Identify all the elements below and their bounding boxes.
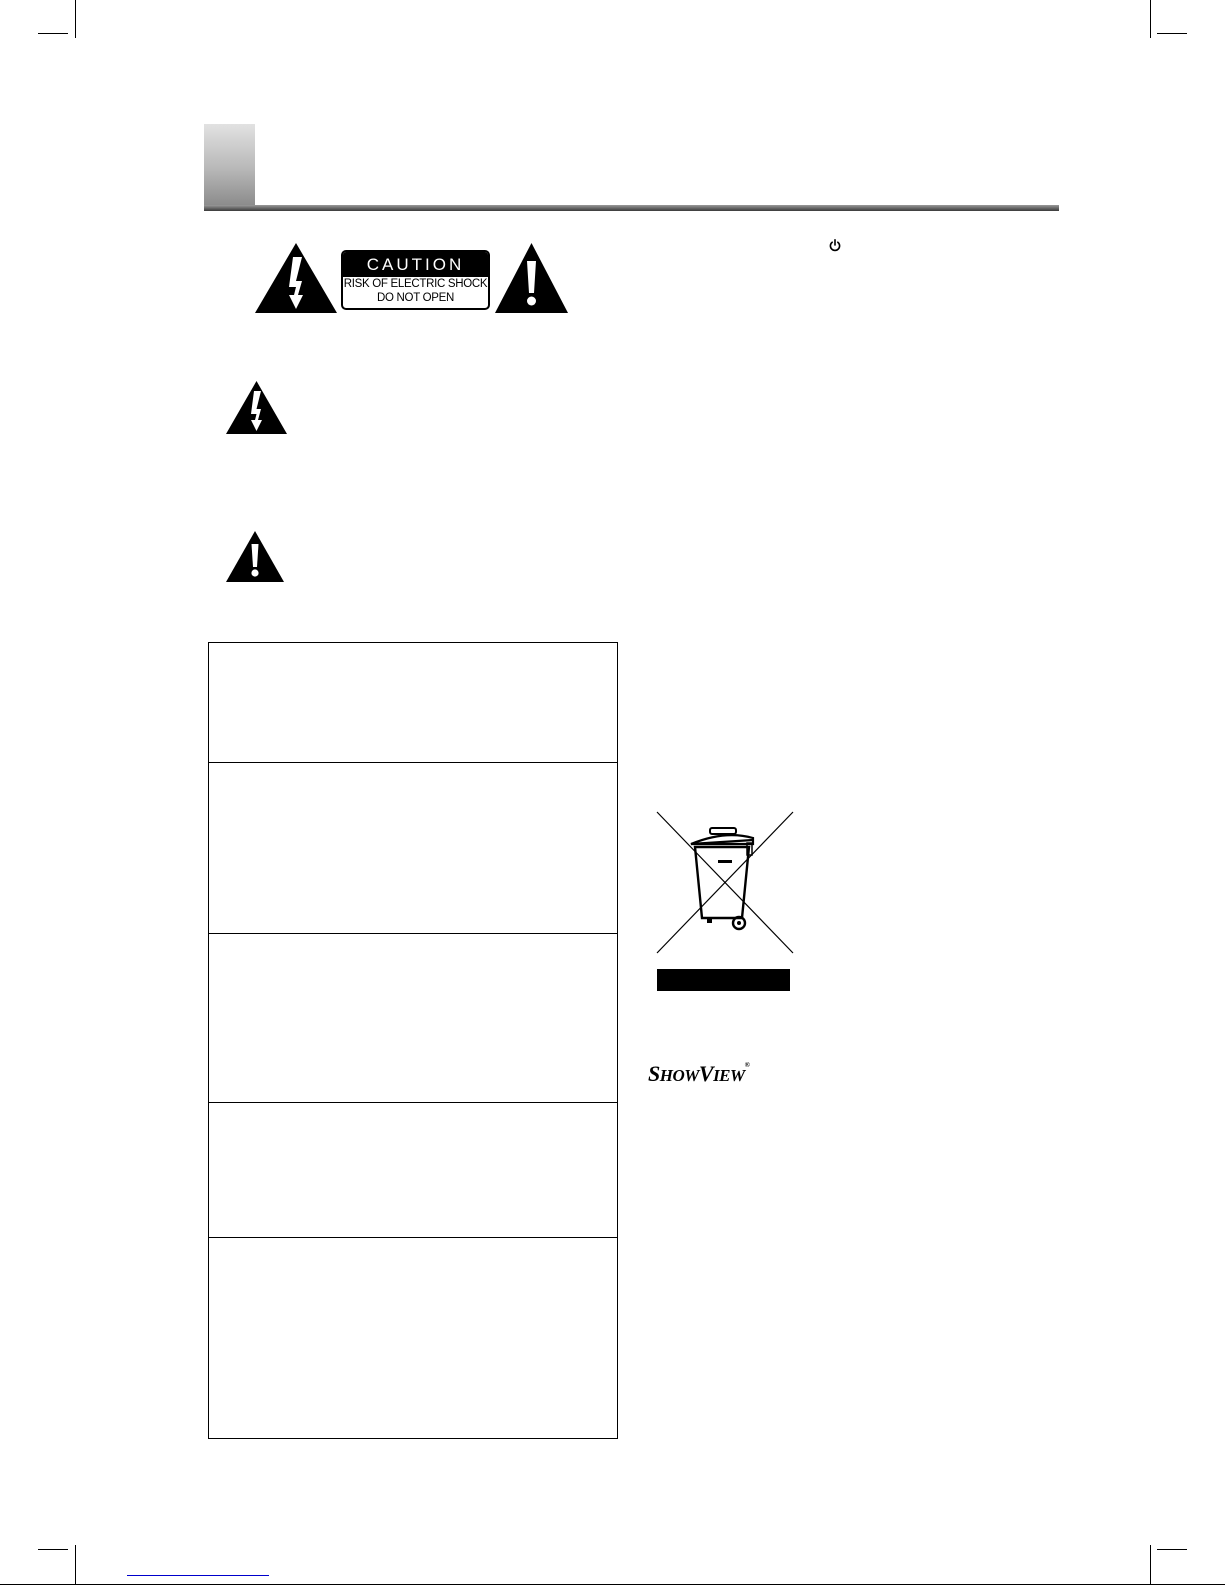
section-header-rule: [204, 205, 1059, 211]
crop-mark: [1157, 1549, 1187, 1550]
warning-box: [209, 643, 617, 763]
warning-box: [209, 1238, 617, 1438]
exclamation-warning-icon: [226, 531, 284, 582]
power-icon: [829, 239, 841, 252]
showview-logo: [648, 1061, 749, 1089]
crop-mark: [1150, 1545, 1151, 1585]
showview-logo-part: HOW: [659, 1066, 699, 1085]
footer-link[interactable]: [127, 1575, 269, 1576]
showview-logo-letter: S: [648, 1061, 660, 1086]
crop-mark: [75, 1545, 76, 1585]
crop-mark: [38, 33, 68, 34]
crop-mark: [1157, 33, 1187, 34]
showview-logo-part: IEW: [713, 1066, 745, 1085]
exclamation-warning-icon: [495, 243, 568, 313]
caution-heading: CAUTION: [343, 252, 488, 277]
weee-solid-bar: [657, 969, 790, 991]
crop-mark: [1150, 0, 1151, 38]
caution-line-1: RISK OF ELECTRIC SHOCK: [343, 278, 488, 290]
warning-box: [209, 934, 617, 1103]
caution-line-2: DO NOT OPEN: [377, 292, 454, 304]
warning-box: [209, 1103, 617, 1238]
warning-table: [208, 642, 618, 1439]
crop-mark: [75, 0, 76, 38]
registered-mark: ®: [744, 1061, 750, 1069]
lightning-warning-icon: [226, 381, 287, 434]
showview-logo-letter: V: [698, 1061, 714, 1086]
caution-label: [341, 250, 490, 310]
crossed-out-wheelie-bin-icon: [655, 810, 795, 955]
crop-mark: [38, 1549, 68, 1550]
section-header-tab: [204, 124, 255, 205]
warning-box: [209, 763, 617, 934]
lightning-warning-icon: [255, 243, 337, 313]
